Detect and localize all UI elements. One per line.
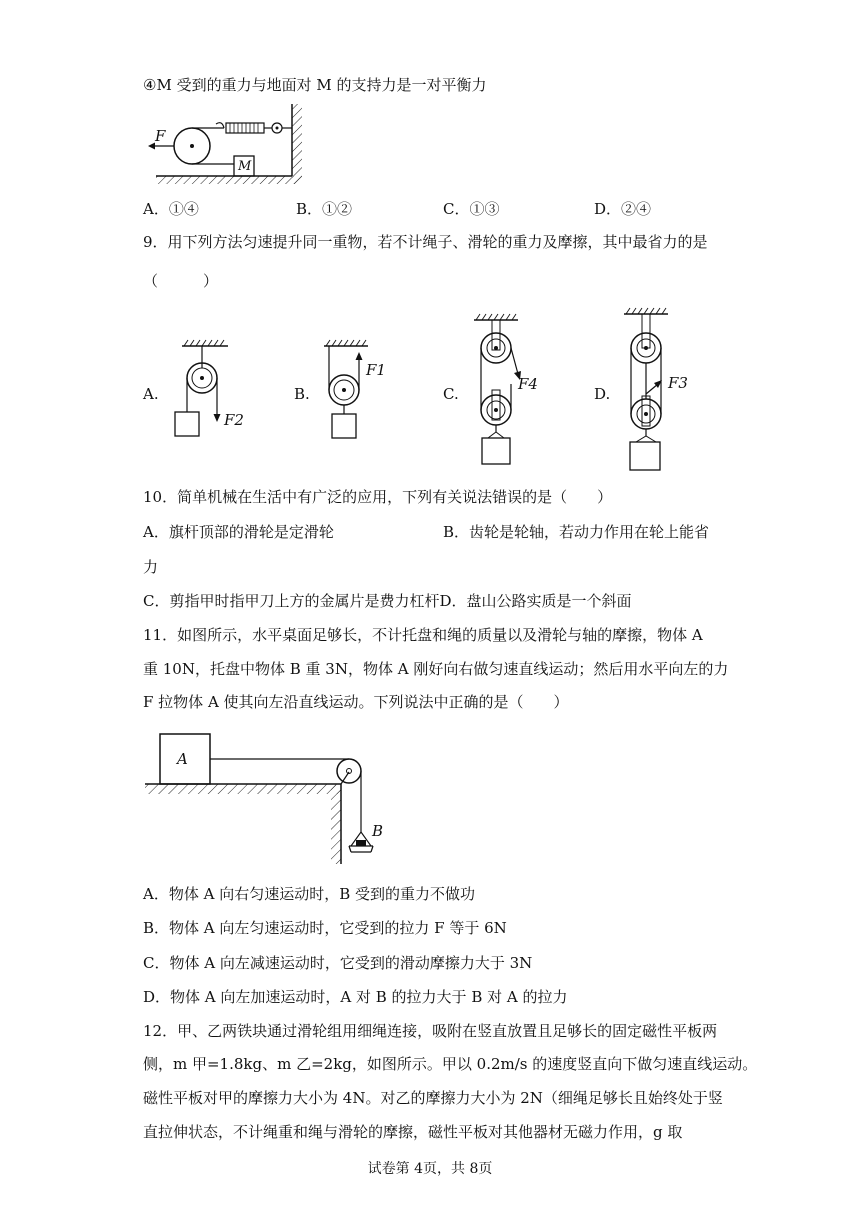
- q11-stem-line2: 重 10N，托盘中物体 B 重 3N，物体 A 刚好向右做匀速直线运动；然后用水平向左的力: [143, 660, 729, 678]
- q9-figure-b: [318, 338, 388, 448]
- q8-option-a: A．①④: [143, 200, 199, 218]
- q11-stem-line3: F 拉物体 A 使其向左沿直线运动。下列说法中正确的是（ ）: [143, 693, 569, 711]
- q9-figure-a: [170, 338, 250, 448]
- q9-force-f1: F1: [366, 361, 386, 379]
- q11-option-c: C．物体 A 向左减速运动时，它受到的滑动摩擦力大于 3N: [143, 954, 533, 972]
- q8-option-b: B．①②: [296, 200, 353, 218]
- q10-option-a: A．旗杆顶部的滑轮是定滑轮: [143, 523, 334, 541]
- q10-option-cd: C．剪指甲时指甲刀上方的金属片是费力杠杆D．盘山公路实质是一个斜面: [143, 592, 632, 610]
- q9-stem-line2: （ ）: [143, 272, 219, 290]
- q9-force-f4: F4: [518, 375, 538, 393]
- q12-stem-line3: 磁性平板对甲的摩擦力大小为 4N。对乙的摩擦力大小为 2N（细绳足够长且始终处于竖: [143, 1089, 723, 1107]
- q9-letter-d: D.: [594, 385, 611, 403]
- q11-block-a-label: A: [177, 750, 188, 768]
- q12-stem-line2: 侧，m 甲=1.8kg、m 乙=2kg，如图所示。甲以 0.2m/s 的速度竖直向下做匀速直线运动。: [143, 1055, 758, 1073]
- q8-statement-4: ④M 受到的重力与地面对 M 的支持力是一对平衡力: [143, 76, 487, 94]
- q9-force-f3: F3: [668, 374, 688, 392]
- q9-letter-c: C.: [443, 385, 459, 403]
- q10-option-b: B．齿轮是轮轴，若动力作用在轮上能省: [443, 523, 710, 541]
- q8-option-c: C．①③: [443, 200, 500, 218]
- q11-option-a: A．物体 A 向右匀速运动时，B 受到的重力不做功: [143, 885, 475, 903]
- q8-block-label: M: [238, 159, 252, 174]
- q11-figure: [145, 728, 385, 868]
- q11-stem-line1: 11．如图所示，水平桌面足够长，不计托盘和绳的质量以及滑轮与轴的摩擦，物体 A: [143, 626, 703, 644]
- q11-option-d: D．物体 A 向左加速运动时，A 对 B 的拉力大于 B 对 A 的拉力: [143, 988, 568, 1006]
- q8-option-d: D．②④: [594, 200, 652, 218]
- q12-stem-line1: 12．甲、乙两铁块通过滑轮组用细绳连接，吸附在竖直放置且足够长的固定磁性平板两: [143, 1022, 718, 1040]
- q8-pulley-figure: [140, 100, 310, 190]
- q11-option-b: B．物体 A 向左匀速运动时，它受到的拉力 F 等于 6N: [143, 919, 507, 937]
- q12-stem-line4: 直拉伸状态，不计绳重和绳与滑轮的摩擦，磁性平板对其他器材无磁力作用，g 取: [143, 1123, 683, 1141]
- q9-stem-line1: 9．用下列方法匀速提升同一重物，若不计绳子、滑轮的重力及摩擦，其中最省力的是: [143, 233, 708, 251]
- q9-force-f2: F2: [224, 411, 244, 429]
- q11-block-b-label: B: [372, 822, 384, 840]
- q9-letter-a: A.: [143, 385, 159, 403]
- q8-force-label: F: [155, 127, 166, 145]
- q9-letter-b: B.: [294, 385, 310, 403]
- q10-stem: 10．简单机械在生活中有广泛的应用，下列有关说法错误的是（ ）: [143, 488, 613, 506]
- q10-option-b-cont: 力: [143, 558, 159, 576]
- page-footer: 试卷第 4页，共 8页: [367, 1161, 493, 1177]
